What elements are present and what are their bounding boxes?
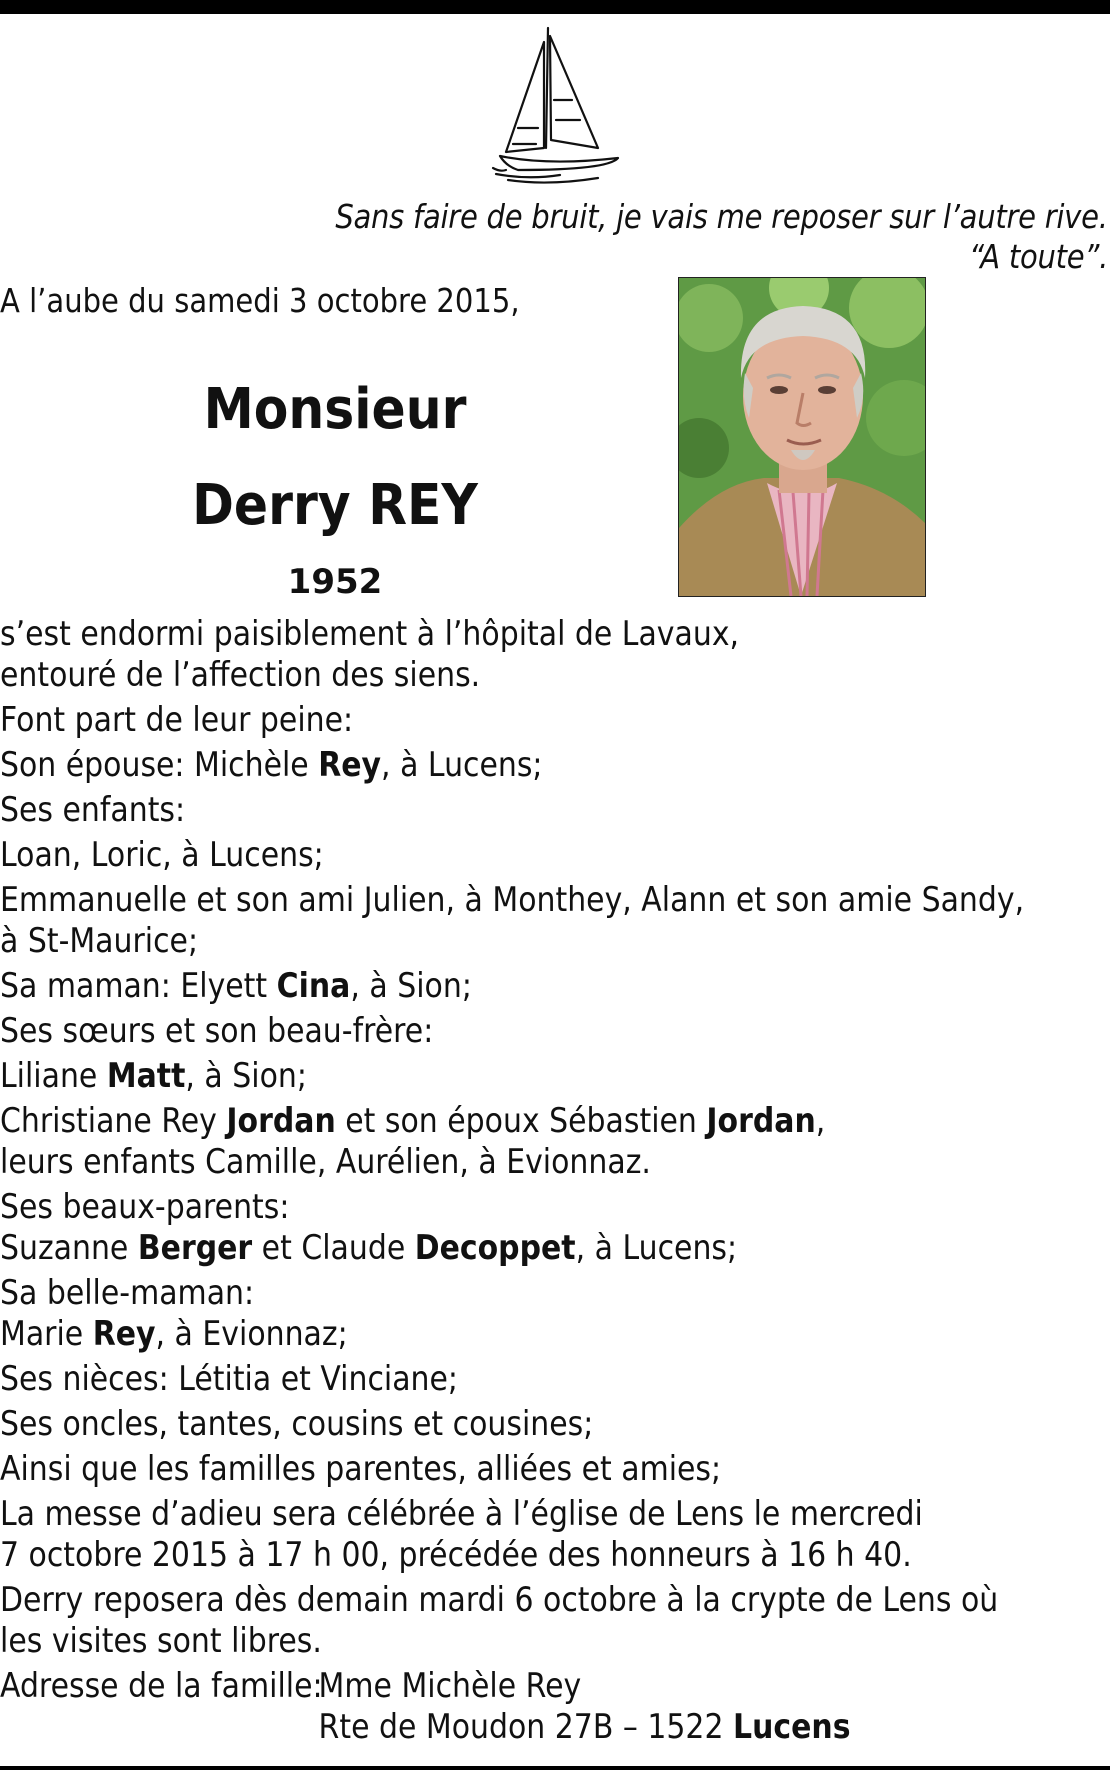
address-line-1: Mme Michèle Rey bbox=[318, 1666, 582, 1706]
surname: Cina bbox=[276, 966, 351, 1006]
epigraph-line-2: “A toute”. bbox=[968, 237, 1108, 276]
address-line-2: Rte de Moudon 27B – 1522 bbox=[318, 1707, 733, 1747]
text-line: Loan, Loric, à Lucens; bbox=[0, 835, 324, 875]
text-line: Ses oncles, tantes, cousins et cousines; bbox=[0, 1404, 594, 1444]
top-rule bbox=[0, 0, 1110, 14]
text-line: entouré de l’affection des siens. bbox=[0, 655, 481, 695]
surname: Jordan bbox=[706, 1101, 816, 1141]
obituary-body bbox=[0, 612, 1109, 1750]
text-line: Ses beaux-parents: bbox=[0, 1187, 290, 1227]
date-line: A l’aube du samedi 3 octobre 2015, bbox=[0, 281, 520, 320]
text-line: s’est endormi paisiblement à l’hôpital de Lavaux, bbox=[0, 614, 740, 654]
text-line: Suzanne Berger et Claude Decoppet, à Lucens; bbox=[0, 1228, 738, 1268]
text-line: Son épouse: Michèle Rey, à Lucens; bbox=[0, 745, 543, 785]
address-label: Adresse de la famille: bbox=[0, 1666, 323, 1706]
surname: Rey bbox=[318, 745, 382, 785]
text-line: les visites sont libres. bbox=[0, 1621, 322, 1661]
family-address-2 bbox=[0, 1705, 1109, 1750]
surname: Berger bbox=[137, 1228, 253, 1268]
surname: Matt bbox=[106, 1056, 186, 1096]
sailboat-icon bbox=[488, 20, 628, 185]
text-line: Ainsi que les familles parentes, alliées et amies; bbox=[0, 1449, 722, 1489]
birth-year: 1952 bbox=[287, 562, 383, 602]
surname: Jordan bbox=[226, 1101, 336, 1141]
text-line: Marie Rey, à Evionnaz; bbox=[0, 1314, 348, 1354]
text-line: Derry reposera dès demain mardi 6 octobre à la crypte de Lens où bbox=[0, 1580, 999, 1620]
surname: Decoppet bbox=[414, 1228, 576, 1268]
address-city: Lucens bbox=[732, 1707, 851, 1747]
text-line: 7 octobre 2015 à 17 h 00, précédée des honneurs à 16 h 40. bbox=[0, 1535, 912, 1575]
bottom-rule bbox=[0, 1766, 1110, 1770]
text-line: Emmanuelle et son ami Julien, à Monthey, Alann et son amie Sandy, bbox=[0, 880, 1025, 920]
deceased-title: Monsieur bbox=[203, 377, 467, 442]
epigraph-line-1: Sans faire de bruit, je vais me reposer sur l’autre rive. bbox=[335, 197, 1108, 236]
text-line: Sa maman: Elyett Cina, à Sion; bbox=[0, 966, 472, 1006]
text-line: Sa belle-maman: bbox=[0, 1273, 255, 1313]
surname: Rey bbox=[92, 1314, 156, 1354]
text-line: Ses enfants: bbox=[0, 790, 186, 830]
text-line: Christiane Rey Jordan et son époux Sébastien Jordan, bbox=[0, 1101, 826, 1141]
text-line: Ses sœurs et son beau-frère: bbox=[0, 1011, 434, 1051]
deceased-name: Derry REY bbox=[192, 473, 478, 538]
text-line: leurs enfants Camille, Aurélien, à Evionnaz. bbox=[0, 1142, 651, 1182]
portrait-photo bbox=[678, 277, 926, 597]
text-line: à St-Maurice; bbox=[0, 921, 199, 961]
text-line: Ses nièces: Létitia et Vinciane; bbox=[0, 1359, 458, 1399]
text-line: Liliane Matt, à Sion; bbox=[0, 1056, 307, 1096]
text-line: Font part de leur peine: bbox=[0, 700, 354, 740]
text-line: La messe d’adieu sera célébrée à l’église de Lens le mercredi bbox=[0, 1494, 923, 1534]
family-address bbox=[0, 1664, 1109, 1705]
